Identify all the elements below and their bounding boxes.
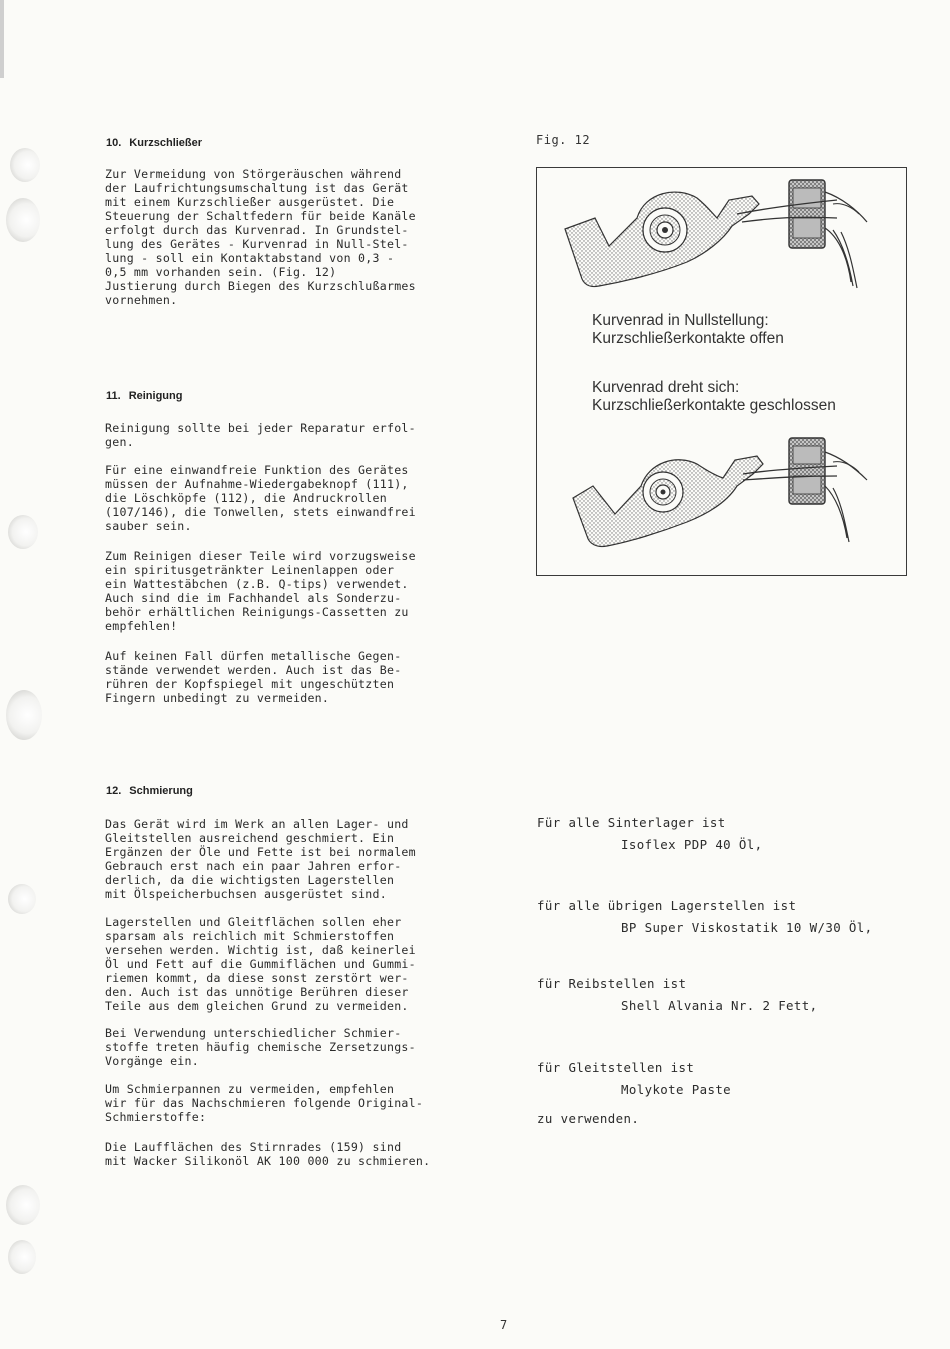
punch-hole xyxy=(6,1185,40,1225)
section-number: 10. xyxy=(106,137,122,149)
section-11-paragraph: Auf keinen Fall dürfen metallische Gegen- stände verwendet werden. Auch ist das Be- rühren der Kopfspiegel mit ungeschützten Fingern unbedingt zu vermeiden. xyxy=(105,649,402,705)
section-12-paragraph: Um Schmierpannen zu vermeiden, empfehlen wir für das Nachschmieren folgende Original- Schmierstoffe: xyxy=(105,1082,424,1124)
lubricant-place: Für alle Sinterlager ist xyxy=(537,815,726,830)
mechanism-open-drawing xyxy=(537,174,908,304)
lubricant-product: Isoflex PDP 40 Öl, xyxy=(621,837,763,852)
section-title: Reinigung xyxy=(128,390,183,402)
lubricant-place: für Gleitstellen ist xyxy=(537,1060,695,1075)
lubricant-product: Molykote Paste xyxy=(621,1082,732,1097)
section-10-paragraph: Zur Vermeidung von Störgeräuschen während der Laufrichtungsumschaltung ist das Gerät mit einem Kurzschließer ausgerüstet. Die Steuerung der Schaltfedern für beide Kanäle erfolgt durch das Kurvenrad. In Grundstel- lung des Gerätes - Kurvenrad in Null-Stel- lung - soll ein Kontaktabstand von 0,3 - 0,5 mm vorhanden sein. (Fig. 12) Justierung durch Biegen des Kurzschlußarmes vornehmen. xyxy=(105,167,416,307)
punch-hole xyxy=(8,884,36,914)
section-11-paragraph: Zum Reinigen dieser Teile wird vorzugsweise ein spiritusgetränkter Leinenlappen oder ein Wattestäbchen (z.B. Q-tips) verwendet. Auch sind die im Fachhandel als Sonderzu- behör erhältlichen Reinigungs-Cassetten zu empfehlen! xyxy=(105,549,416,633)
lubricant-product: BP Super Viskostatik 10 W/30 Öl, xyxy=(621,920,873,935)
section-12-paragraph: Die Laufflächen des Stirnrades (159) sind mit Wacker Silikonöl AK 100 000 zu schmieren. xyxy=(105,1140,431,1168)
figure-box xyxy=(536,167,907,576)
punch-hole xyxy=(6,690,42,740)
punch-hole xyxy=(8,1240,36,1274)
section-title: Kurzschließer xyxy=(129,137,203,149)
punch-hole xyxy=(8,515,38,549)
section-11-heading xyxy=(106,390,182,402)
figure-caption-closed: Kurvenrad dreht sich: Kurzschließerkontakte geschlossen xyxy=(592,379,836,414)
section-title: Schmierung xyxy=(129,785,193,797)
figure-caption-open: Kurvenrad in Nullstellung: Kurzschließerkontakte offen xyxy=(592,312,784,347)
section-12-paragraph: Das Gerät wird im Werk an allen Lager- und Gleitstellen ausreichend geschmiert. Ein Ergänzen der Öle und Fette ist bei normalem Gebrauch erst nach ein paar Jahren erfor- derlich, da die wichtigsten Lagerstellen mit Ölspeicherbuchsen ausgerüstet sind. xyxy=(105,817,416,901)
lubricant-item xyxy=(537,1060,732,1097)
lubricant-item xyxy=(537,815,763,852)
punch-hole xyxy=(6,198,40,242)
section-number: 12. xyxy=(106,785,122,797)
section-12-paragraph: Lagerstellen und Gleitflächen sollen eher sparsam als reichlich mit Schmierstoffen versehen werden. Wichtig ist, daß keinerlei Öl und Fett auf die Gummiflächen und Gummi- riemen kommt, da diese sonst zerstört wer- den. Auch ist das unnötige Berühren dieser Teile aus dem gleichen Grund zu vermeiden. xyxy=(105,915,416,1013)
section-number: 11. xyxy=(106,390,121,402)
lubricant-closing: zu verwenden. xyxy=(537,1111,640,1126)
lubricant-place: für Reibstellen ist xyxy=(537,976,687,991)
lubricant-item xyxy=(537,976,818,1013)
figure-label: Fig. 12 xyxy=(536,133,591,147)
lubricant-item xyxy=(537,898,873,935)
lubricant-product: Shell Alvania Nr. 2 Fett, xyxy=(621,998,818,1013)
mechanism-closed-drawing xyxy=(537,430,908,560)
section-11-paragraph: Reinigung sollte bei jeder Reparatur erfol- gen. xyxy=(105,421,416,449)
page-number: 7 xyxy=(500,1318,508,1332)
punch-hole xyxy=(10,148,40,182)
section-11-paragraph: Für eine einwandfreie Funktion des Gerätes müssen der Aufnahme-Wiedergabeknopf (111), die Löschköpfe (112), die Andruckrollen (107/146), die Tonwellen, stets einwandfrei sauber sein. xyxy=(105,463,416,533)
section-12-paragraph: Bei Verwendung unterschiedlicher Schmier- stoffe treten häufig chemische Zersetzungs- Vorgänge ein. xyxy=(105,1026,416,1068)
section-10-heading xyxy=(106,137,202,149)
lubricant-place: für alle übrigen Lagerstellen ist xyxy=(537,898,797,913)
section-12-heading xyxy=(106,785,193,797)
binding-edge xyxy=(0,0,4,78)
